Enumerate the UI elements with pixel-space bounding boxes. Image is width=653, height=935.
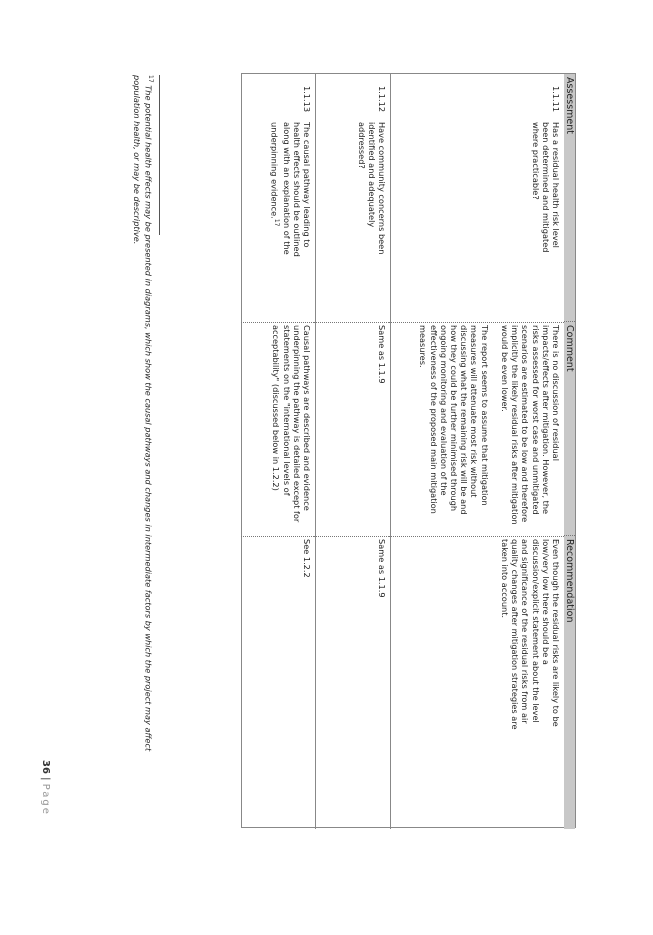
- assessment-question: Has a residual health risk level been determined and mitigated where practicable?: [530, 122, 561, 253]
- recommendation-text: Same as 1.1.9: [377, 539, 387, 598]
- column-divider: [241, 536, 315, 537]
- recommendation-text: See 1.2.2: [302, 539, 312, 578]
- comment-text: Causal pathways are described and evidence underpinning the pathway is detailed except for statements on the "international levels of acceptability" (discussed below in 1.2.2): [271, 325, 312, 523]
- table-row: [315, 74, 390, 829]
- page-number: [40, 760, 51, 816]
- table-row: [390, 74, 564, 829]
- page-separator: |: [40, 777, 51, 781]
- item-number: 1.1.11: [551, 86, 561, 113]
- recommendation-text: Even though the residual risks are likely to be low/very low there should be a discussion/explicit statement about the level and significance of the residual risks from air quality changes after mitigation strategies are taken into account.: [499, 539, 561, 730]
- item-number: 1.1.12: [377, 86, 387, 113]
- footnote: [131, 75, 156, 935]
- assessment-question: Have community concerns been identified and adequately addressed?: [356, 122, 387, 255]
- assessment-table: [241, 73, 576, 828]
- question-text: The causal pathway leading to health effects should be outlined along with an explanation of the underpinning evidence.: [269, 122, 312, 257]
- header-recommendation: Recommendation: [564, 536, 575, 829]
- column-divider: [316, 322, 390, 323]
- column-divider: [316, 536, 390, 537]
- header-assessment: Assessment: [564, 74, 575, 322]
- table-row: [241, 74, 315, 829]
- footnote-separator: [159, 75, 160, 235]
- footnote-text: The potential health effects may be presented in diagrams, which show the causal pathways and changes in intermediate factors by which the project may affect population health, or may be descriptive.: [132, 75, 154, 752]
- item-number: 1.1.13: [302, 86, 312, 113]
- footnote-reference: 17: [273, 218, 281, 227]
- comment-text: There is no discussion of residual impacts/effects after mitigation. However, the risks assessed for worst case and unmitigated scenarios are estimated to be low and therefore implicitly the likely residual risks after mitigation would be even lower. The report seems to assume that mitigation measures will attenuate most risk without discussing what the remaining risk will be and how they could be further minimised through ongoing monitoring and evaluation of the effectiveness of the proposed main mitigation measures.: [418, 325, 561, 525]
- column-divider: [391, 536, 564, 537]
- comment-text: Same as 1.1.9: [377, 325, 387, 384]
- page-word: Page: [40, 783, 51, 816]
- page-number-value: 36: [40, 760, 51, 774]
- header-comment: Comment: [564, 322, 575, 536]
- assessment-question: [269, 122, 312, 317]
- column-divider: [391, 322, 564, 323]
- column-divider: [241, 322, 315, 323]
- footnote-marker: 17: [147, 75, 154, 83]
